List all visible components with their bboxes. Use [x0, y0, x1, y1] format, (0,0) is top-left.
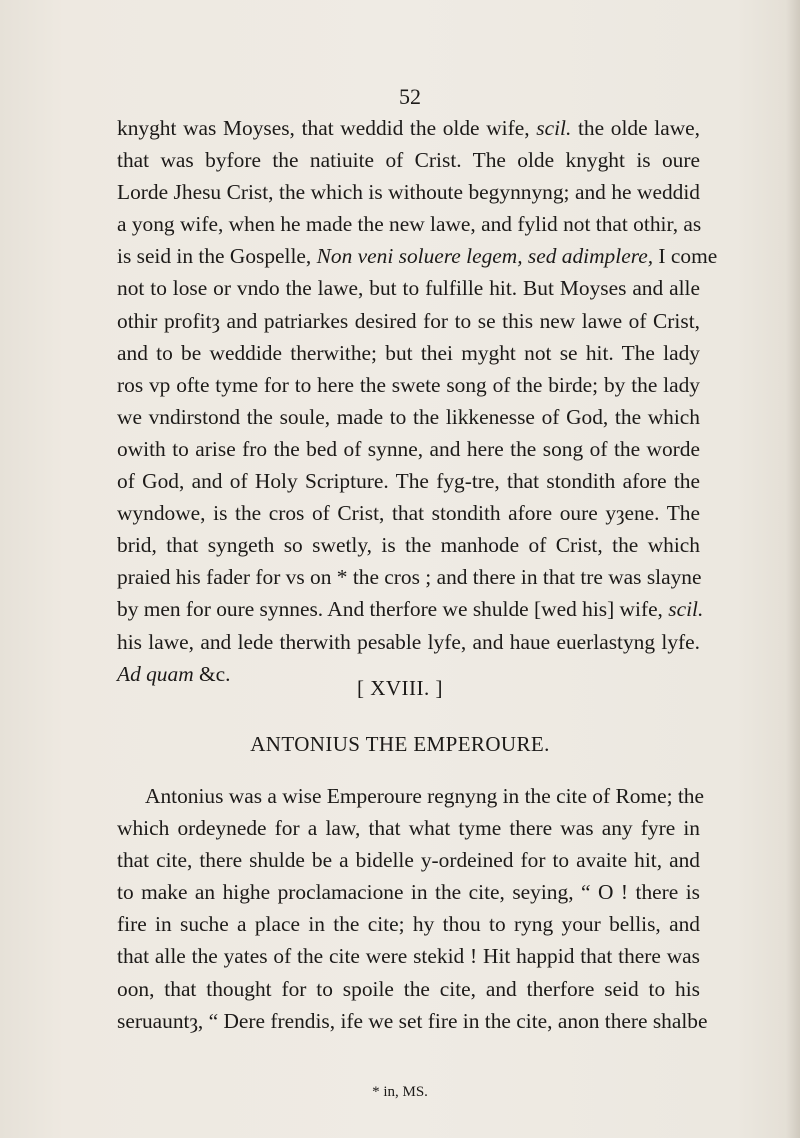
text-line: his lawe, and lede therwith pesable lyfe, and haue euerlastyng lyfe.: [117, 629, 700, 654]
text-line: by men for oure synnes. And therfore we shulde [wed his] wife, scil.: [117, 597, 704, 622]
text-line: praied his fader for vs on * the cros ; and there in that tre was slayne: [117, 565, 702, 590]
text-line: wyndowe, is the cros of Crist, that stondith afore oure yȝene. The: [117, 501, 700, 526]
paragraph-antonius: [117, 780, 708, 1037]
text-line: a yong wife, when he made the new lawe, and fylid not that othir, as: [117, 212, 702, 237]
page-edge-shadow: [786, 0, 800, 1138]
page-number: 52: [399, 84, 421, 109]
text-line: is seid in the Gospelle, Non veni soluere legem, sed adimplere, I come: [117, 244, 718, 269]
text-line: and to be weddide therwithe; but thei myght not se hit. The lady: [117, 340, 700, 365]
text-line: othir profitȝ and patriarkes desired for to se this new lawe of Crist,: [117, 308, 700, 333]
text-line: not to lose or vndo the lawe, but to fulfille hit. But Moyses and alle: [117, 276, 700, 301]
text-line: which ordeynede for a law, that what tyme there was any fyre in: [117, 816, 700, 841]
text-line: seruauntȝ, “ Dere frendis, ife we set fire in the cite, anon there shalbe: [117, 1008, 708, 1033]
footnote: * in, MS.: [372, 1084, 428, 1100]
paragraph-moralization: [117, 112, 718, 690]
text-line: knyght was Moyses, that weddid the olde wife, scil. the olde lawe,: [117, 116, 700, 140]
section-number: [ XVIII. ]: [356, 676, 444, 700]
text-line: of God, and of Holy Scripture. The fyg-tre, that stondith afore the: [117, 469, 700, 494]
text-line: that alle the yates of the cite were stekid ! Hit happid that there was: [117, 944, 700, 969]
section-title: ANTONIUS THE EMPEROURE.: [250, 732, 550, 756]
text-line: that cite, there shulde be a bidelle y-ordeined for to avaite hit, and: [117, 848, 700, 873]
text-line: ros vp ofte tyme for to here the swete song of the birde; by the lady: [117, 372, 700, 397]
text-line: owith to arise fro the bed of synne, and here the song of the worde: [117, 436, 700, 461]
text-line: Lorde Jhesu Crist, the which is withoute begynnyng; and he weddid: [117, 180, 700, 205]
text-line: Ad quam &c.: [117, 661, 231, 686]
text-line: we vndirstond the soule, made to the likkenesse of God, the which: [117, 404, 700, 429]
text-line: Antonius was a wise Emperoure regnyng in the cite of Rome; the: [145, 784, 704, 808]
text-line: that was byfore the natiuite of Crist. The olde knyght is oure: [117, 148, 700, 173]
text-line: brid, that syngeth so swetly, is the manhode of Crist, the which: [117, 533, 700, 558]
text-line: fire in suche a place in the cite; hy thou to ryng your bellis, and: [117, 912, 700, 937]
text-line: oon, that thought for to spoile the cite, and therfore seid to his: [117, 976, 700, 1001]
text-line: to make an highe proclamacione in the cite, seying, “ O ! there is: [117, 880, 700, 905]
